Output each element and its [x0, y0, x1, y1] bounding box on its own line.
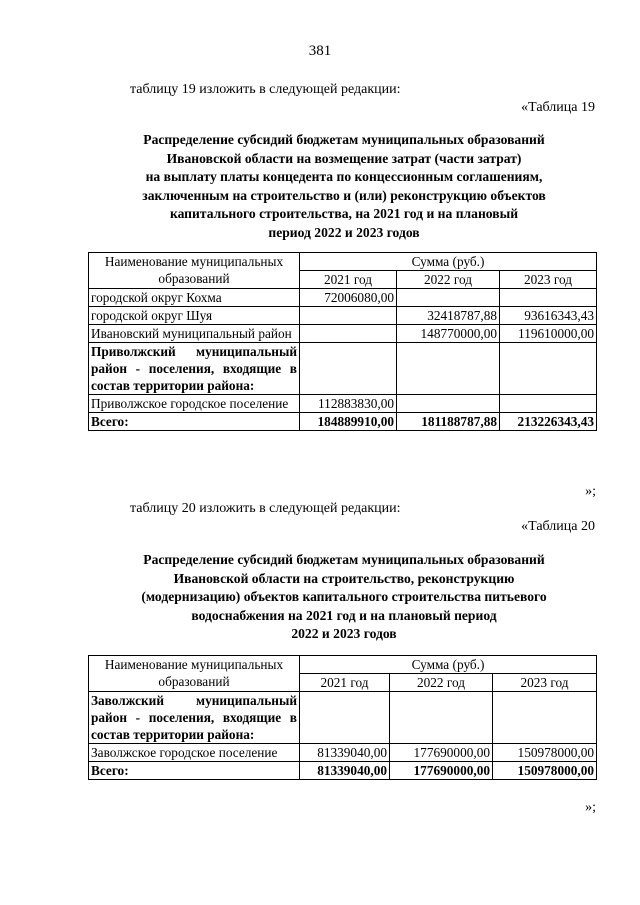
- table-row: [89, 289, 597, 307]
- table-row: [89, 744, 597, 762]
- table-20-closing-quote: »;: [585, 800, 596, 815]
- row-value-2021: [300, 343, 397, 395]
- table-20: [88, 655, 597, 780]
- table-row: [89, 325, 597, 343]
- row-name: городской округ Шуя: [89, 307, 300, 325]
- heading-line: Ивановской области на возмещение затрат (части затрат): [166, 150, 522, 166]
- row-name: городской округ Кохма: [89, 289, 300, 307]
- row-value-2021: [300, 325, 397, 343]
- total-value-2021: 184889910,00: [300, 413, 397, 431]
- row-value-2023: [493, 692, 597, 744]
- table-row: [89, 692, 597, 744]
- row-value-2022: [390, 692, 493, 744]
- row-value-2023: [500, 289, 597, 307]
- row-value-2021: [300, 692, 390, 744]
- total-label: Всего:: [89, 762, 300, 780]
- row-name: Ивановский муниципальный район: [89, 325, 300, 343]
- heading-line: Ивановской области на строительство, реконструкцию: [173, 570, 515, 586]
- row-name: Приволжское городское поселение: [89, 395, 300, 413]
- page-number: 381: [308, 43, 332, 59]
- table-20-heading: [88, 551, 600, 644]
- table-19-reference: «Таблица 19: [521, 100, 595, 115]
- header-year-2021: 2021 год: [300, 674, 390, 692]
- heading-line: Распределение субсидий бюджетам муниципальных образований: [143, 132, 545, 147]
- row-value-2021: 72006080,00: [300, 289, 397, 307]
- row-value-2022: [397, 343, 500, 395]
- row-value-2022: 32418787,88: [397, 307, 500, 325]
- heading-line: (модернизацию) объектов капитального строительства питьевого: [141, 589, 547, 604]
- total-value-2021: 81339040,00: [300, 762, 390, 780]
- header-name-cell: Наименование муниципальных образований: [89, 656, 300, 692]
- table-row: [89, 395, 597, 413]
- row-value-2022: 148770000,00: [397, 325, 500, 343]
- table-19-heading: [88, 131, 600, 242]
- row-value-2022: [397, 289, 500, 307]
- header-year-2023: 2023 год: [500, 271, 597, 289]
- table-total-row: [89, 413, 597, 431]
- table-total-row: [89, 762, 597, 780]
- heading-line: 2022 и 2023 годов: [291, 626, 397, 641]
- table-row: [89, 307, 597, 325]
- header-sum-cell: Сумма (руб.): [300, 656, 597, 674]
- table-19-closing-quote: »;: [585, 484, 596, 499]
- row-value-2023: [500, 395, 597, 413]
- row-name: Приволжский муниципальный район - поселения, входящие в состав территории района:: [89, 343, 300, 395]
- total-value-2022: 177690000,00: [390, 762, 493, 780]
- intro-text-table-19: таблицу 19 изложить в следующей редакции:: [130, 82, 401, 97]
- heading-line: водоснабжения на 2021 год и на плановый период: [191, 607, 497, 623]
- row-value-2022: [397, 395, 500, 413]
- heading-line: период 2022 и 2023 годов: [268, 224, 420, 240]
- header-year-2022: 2022 год: [390, 674, 493, 692]
- total-label: Всего:: [89, 413, 300, 431]
- table-19: [88, 252, 597, 431]
- header-year-2022: 2022 год: [397, 271, 500, 289]
- total-value-2023: 213226343,43: [500, 413, 597, 431]
- heading-line: капитального строительства, на 2021 год и на плановый: [169, 206, 519, 221]
- heading-line: Распределение субсидий бюджетам муниципальных образований: [143, 552, 545, 567]
- header-year-2021: 2021 год: [300, 271, 397, 289]
- row-name: Заволжский муниципальный район - поселения, входящие в состав территории района:: [89, 692, 300, 744]
- row-value-2022: 177690000,00: [390, 744, 493, 762]
- row-value-2023: 93616343,43: [500, 307, 597, 325]
- table-header-row: [89, 656, 597, 674]
- intro-text-table-20: таблицу 20 изложить в следующей редакции:: [130, 501, 401, 516]
- header-sum-cell: Сумма (руб.): [300, 253, 597, 271]
- row-value-2021: 81339040,00: [300, 744, 390, 762]
- header-name-cell: Наименование муниципальных образований: [89, 253, 300, 289]
- table-header-row: [89, 253, 597, 271]
- table-20-reference: «Таблица 20: [521, 519, 595, 534]
- row-value-2023: 150978000,00: [493, 744, 597, 762]
- total-value-2022: 181188787,88: [397, 413, 500, 431]
- row-value-2021: [300, 307, 397, 325]
- row-name: Заволжское городское поселение: [89, 744, 300, 762]
- row-value-2023: [500, 343, 597, 395]
- row-value-2023: 119610000,00: [500, 325, 597, 343]
- heading-line: заключенным на строительство и (или) реконструкцию объектов: [142, 187, 546, 203]
- heading-line: на выплату платы концедента по концессионным соглашениям,: [145, 169, 543, 184]
- table-row: [89, 343, 597, 395]
- header-year-2023: 2023 год: [493, 674, 597, 692]
- total-value-2023: 150978000,00: [493, 762, 597, 780]
- row-value-2021: 112883830,00: [300, 395, 397, 413]
